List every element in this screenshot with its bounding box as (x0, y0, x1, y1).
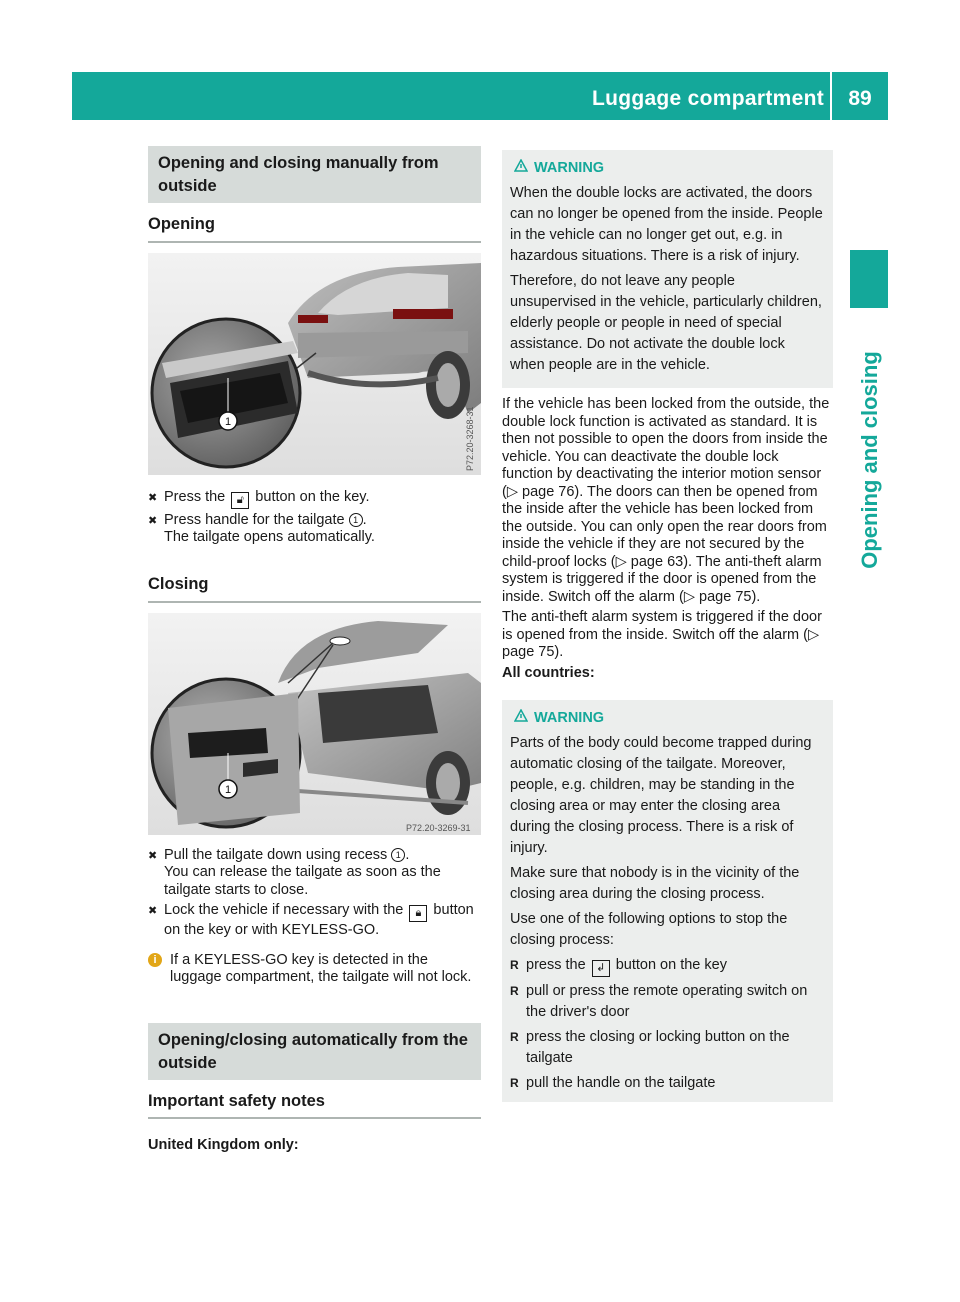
warning-text: Make sure that nobody is in the vicinity of the closing area during the closing process. (510, 865, 800, 902)
right-column (502, 150, 833, 1102)
alarm-paragraph: The anti-theft alarm system is triggered if the door is opened from the inside. Switch off the alarm (▷ page 75). (502, 609, 822, 660)
step-arrow-icon: ✖ (148, 514, 158, 527)
safety-heading: Important safety notes (148, 1092, 481, 1120)
warning-box-tailgate (502, 700, 833, 1102)
bullet-icon: R (510, 1076, 519, 1090)
list-item (510, 1073, 823, 1094)
warning-triangle-icon (514, 709, 528, 722)
info-note (148, 952, 481, 987)
figure-opening (148, 253, 481, 475)
opening-heading: Opening (148, 215, 481, 243)
list-item-text: pull the handle on the tailgate (526, 1075, 716, 1091)
step-text: Lock the vehicle if necessary with the (164, 902, 408, 919)
bullet-icon: R (510, 1030, 519, 1044)
step-text: Press the (164, 488, 230, 505)
page-number: 89 (848, 87, 872, 110)
list-item (510, 1027, 823, 1069)
tailgate-icon: ↲ (592, 960, 610, 977)
step-text: button on the key. (251, 488, 370, 505)
opening-step-2 (148, 512, 481, 547)
opening-figure-code: P72.20-3268-31 (465, 406, 475, 471)
step-text: button on the key or with KEYLESS-GO. (164, 902, 474, 939)
opening-result: The tailgate opens automatically. (164, 529, 375, 546)
step-arrow-icon: ✖ (148, 905, 158, 918)
opening-illustration (148, 253, 481, 475)
closing-step-1-note: You can release the tailgate as soon as the tailgate starts to close. (164, 864, 441, 898)
lock-icon: 🔒︎ (409, 905, 427, 922)
list-item-text: button on the key (611, 957, 727, 973)
step-text: Press handle for the tailgate (164, 511, 349, 528)
warning-title: WARNING (534, 160, 605, 176)
callout-1-icon: 1 (391, 848, 405, 862)
chapter-label: Opening and closing (856, 351, 882, 569)
warning-box-double-lock (502, 150, 833, 388)
info-icon: i (148, 953, 162, 967)
opening-callout: 1 (224, 415, 232, 428)
warning-header (510, 158, 823, 179)
step-arrow-icon: ✖ (148, 849, 158, 862)
left-column (148, 146, 481, 1155)
list-item-text: press the (526, 957, 590, 973)
opening-step-1 (148, 489, 481, 509)
warning-header (510, 708, 823, 729)
closing-heading: Closing (148, 575, 481, 603)
callout-1-icon: 1 (349, 513, 363, 527)
closing-step-2 (148, 902, 481, 940)
warning-title: WARNING (534, 710, 605, 726)
closing-figure-code: P72.20-3269-31 (406, 822, 471, 833)
warning-triangle-icon (514, 159, 528, 172)
section-title-automatic: Opening/closing automatically from the outside (148, 1023, 481, 1080)
figure-closing (148, 613, 481, 835)
warning-text: When the double locks are activated, the doors can no longer be opened from the inside. People in the vehicle can no longer get out, e.g. in hazardous situations. There is a risk of injury. (510, 185, 823, 264)
step-text: . (362, 511, 367, 528)
bullet-icon: R (510, 958, 519, 972)
header-title: Luggage compartment (591, 87, 824, 110)
warning-text: Parts of the body could become trapped during automatic closing of the tailgate. Moreover, people, e.g. children, may be standing in the closing area or may enter the closing area during the closing process. There is a risk of injury. (510, 735, 812, 856)
section-title-manual: Opening and closing manually from outside (148, 146, 481, 203)
closing-callout: 1 (224, 783, 232, 796)
warning-text: Use one of the following options to stop the closing process: (510, 911, 788, 948)
unlock-icon: 🔓︎ (231, 492, 249, 509)
bullet-icon: R (510, 984, 519, 998)
info-text: If a KEYLESS-GO key is detected in the luggage compartment, the tailgate will not lock. (170, 951, 472, 986)
step-arrow-icon: ✖ (148, 491, 158, 504)
uk-only-label: United Kingdom only: (148, 1137, 299, 1154)
step-text: . (405, 846, 410, 863)
closing-step-1 (148, 847, 481, 900)
page-header (72, 72, 888, 120)
warning-text: Therefore, do not leave any people unsupervised in the vehicle, particularly children, elderly people or people in need of special assistance. Do not activate the double lock when people are in the vehicle. (510, 273, 822, 373)
step-text: Pull the tailgate down using recess (164, 846, 392, 863)
list-item (510, 981, 823, 1023)
double-lock-paragraph: If the vehicle has been locked from the outside, the double lock function is activated as standard. It is then not possible to open the doors from inside the vehicle. You can deactivate the double lock function by deactivating the interior motion sensor (▷ page 76). The doors can then be opened from the inside after the vehicle has been locked from the outside. You can only open the rear doors from inside the vehicle if they are not secured by the child-proof locks (▷ page 63). The anti-theft alarm system is triggered if the door is opened from the inside. Switch off the alarm (▷ page 75). (502, 396, 830, 605)
chapter-tab (850, 250, 888, 308)
all-countries-label: All countries: (502, 664, 595, 681)
list-item (510, 955, 823, 977)
list-item-text: press the closing or locking button on the tailgate (526, 1029, 790, 1066)
closing-illustration (148, 613, 481, 835)
list-item-text: pull or press the remote operating switch on the driver's door (526, 983, 808, 1020)
